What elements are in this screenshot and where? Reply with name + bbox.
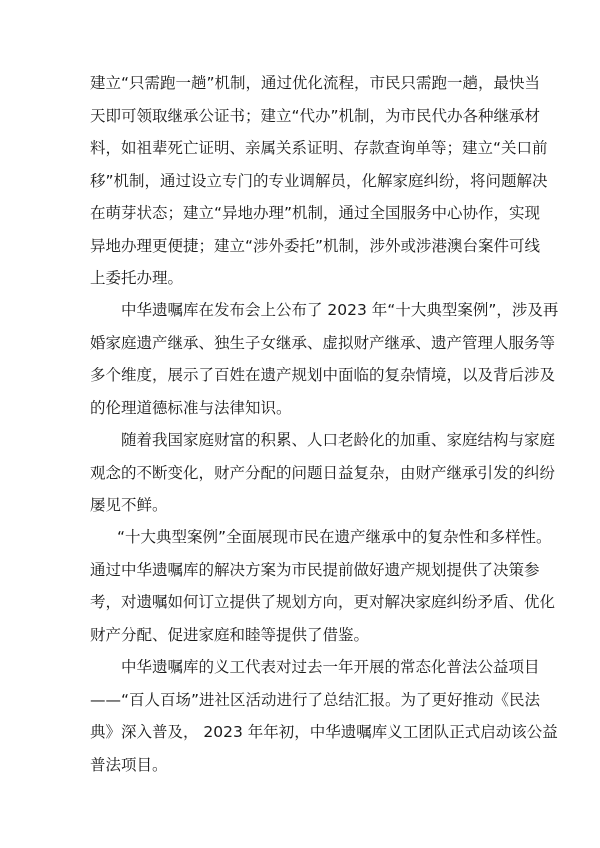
paragraph-line: 异地办理更便捷；建立“涉外委托”机制，涉外或涉港澳台案件可线 (90, 236, 541, 255)
paragraph-line: 多个维度，展示了百姓在遗产规划中面临的复杂情境，以及背后涉及 (90, 366, 556, 384)
paragraph-line: 典》深入普及， 2023 年年初，中华遗嘱库义工团队正式启动该公益 (90, 723, 558, 741)
paragraph-3 (90, 424, 556, 522)
paragraph-line: 随着我国家庭财富的积累、人口老龄化的加重、家庭结构与家庭 (121, 431, 556, 449)
paragraph-line: 天即可领取继承公证书；建立“代办”机制，为市民代办各种继承材 (90, 106, 541, 125)
paragraph-4 (90, 521, 556, 651)
paragraph-line: 观念的不断变化，财产分配的问题日益复杂，由财产继承引发的纠纷 (90, 463, 556, 482)
paragraph-line: 在萌芽状态；建立“异地办理”机制，通过全国服务中心协作，实现 (90, 204, 541, 222)
paragraph-line: 普法项目。 (90, 755, 168, 774)
paragraph-line: 上委托办理。 (90, 269, 184, 287)
paragraph-line: 财产分配、促进家庭和睦等提供了借鉴。 (90, 625, 370, 644)
paragraph-line: 中华遗嘱库的义工代表对过去一年开展的常态化普法公益项目 (121, 658, 540, 676)
paragraph-line: 中华遗嘱库在发布会上公布了 2023 年“十大典型案例”，涉及再 (121, 301, 559, 319)
paragraph-line: 料，如祖辈死亡证明、亲属关系证明、存款查询单等；建立“关口前 (90, 139, 548, 157)
paragraph-line: 考，对遗嘱如何订立提供了规划方向，更对解决家庭纠纷矛盾、优化 (90, 593, 556, 611)
paragraph-line: 通过中华遗嘱库的解决方案为市民提前做好遗产规划提供了决策参 (90, 560, 540, 579)
paragraph-line: 移”机制，通过设立专门的专业调解员，化解家庭纠纷，将问题解决 (90, 171, 548, 190)
paragraph-line: 的伦理道德标准与法律知识。 (90, 398, 292, 417)
paragraph-5 (90, 651, 558, 781)
paragraph-line: 建立“只需跑一趟”机制，通过优化流程，市民只需跑一趟，最快当 (90, 74, 541, 92)
paragraph-line: 屡见不鲜。 (90, 496, 168, 514)
paragraph-2 (90, 294, 559, 424)
paragraph-line: 婚家庭遗产继承、独生子女继承、虚拟财产继承、遗产管理人服务等 (90, 333, 556, 352)
paragraph-1 (90, 67, 548, 295)
paragraph-line: “十大典型案例”全面展现市民在遗产继承中的复杂性和多样性。 (117, 528, 552, 546)
paragraph-line: ——“百人百场”进社区活动进行了总结汇报。为了更好推动《民法 (90, 690, 541, 709)
